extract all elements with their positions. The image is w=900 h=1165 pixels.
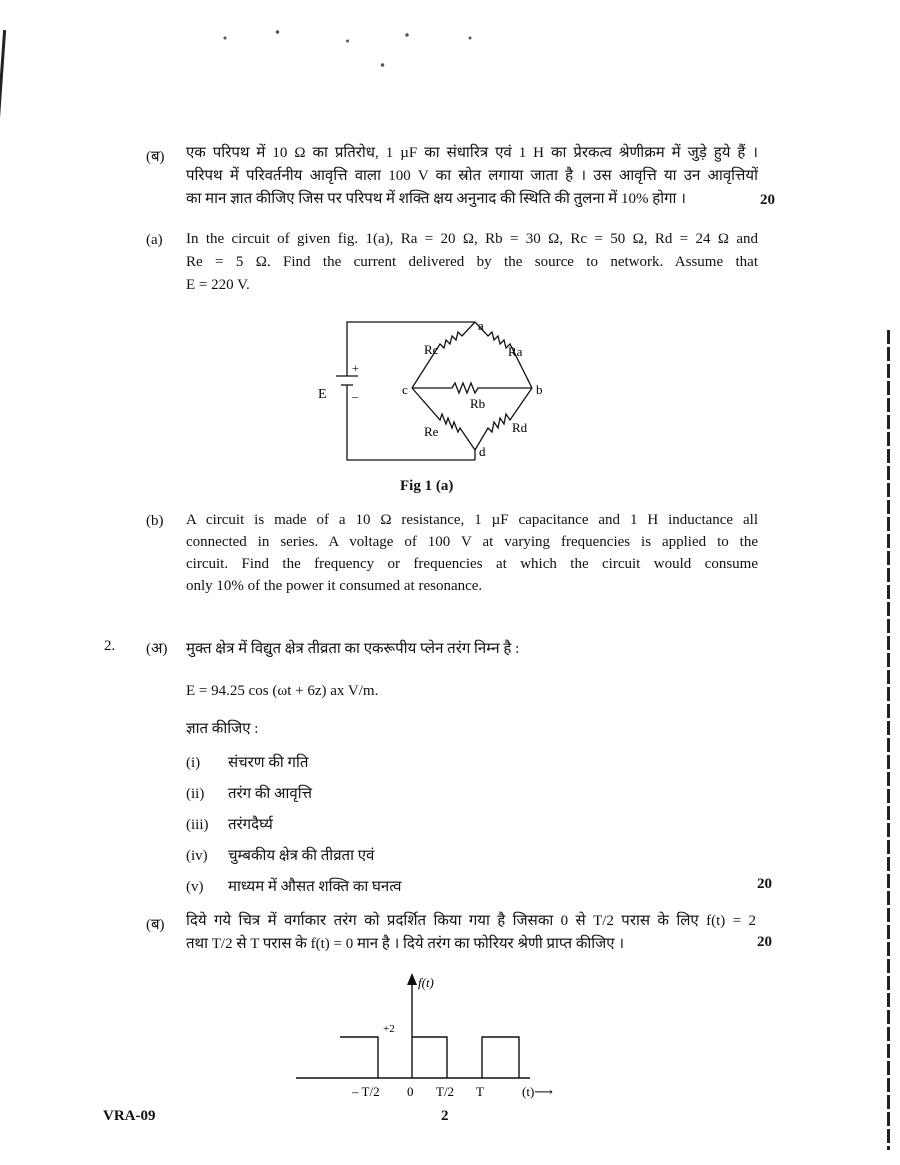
plus-sign: +: [352, 361, 359, 375]
q2-b-line: दिये गये चित्र में वर्गाकार तरंग को प्रदर्शित किया गया है जिसका 0 से T/2 परास के लिए f(t) = 2: [186, 913, 756, 929]
sub-item-number: (i): [186, 755, 201, 771]
sub-item-text: संचरण की गति: [228, 755, 309, 771]
node-a-label: a: [478, 318, 484, 333]
ra-label: Ra: [508, 344, 523, 359]
re-label: Re: [424, 424, 439, 439]
q2-sub-item: [186, 814, 273, 834]
x-axis-label: (t)⟶: [522, 1084, 553, 1099]
rc-label: Rc: [424, 342, 439, 357]
square-wave-diagram: [290, 965, 580, 1105]
pulse-left: [340, 1037, 378, 1078]
rd-label: Rd: [512, 420, 528, 435]
tick-label: T/2: [436, 1084, 455, 1099]
page-number: 2: [441, 1108, 449, 1124]
q1-b-hindi-line: परिपथ में परिवर्तनीय आवृत्ति वाला 100 V का स्रोत लगाया जाता है । उस आवृत्ति या उन आवृत्तियों: [186, 168, 758, 184]
sub-item-number: (v): [186, 879, 204, 895]
q1-a-text: [186, 228, 758, 297]
wire-top: [347, 322, 475, 372]
q1-b-line: A circuit is made of a 10 Ω resistance, 1 µF capacitance and 1 H inductance all: [186, 512, 758, 528]
figure-caption: Fig 1 (a): [400, 478, 454, 494]
tick-label: – T/2: [352, 1084, 380, 1099]
q2-b-line: तथा T/2 से T परास के f(t) = 0 मान है । दिये तरंग का फोरियर श्रेणी प्राप्त कीजिए ।: [186, 936, 625, 952]
q1-b-hindi-marks: 20: [760, 192, 775, 208]
scan-edge-right: [887, 330, 890, 1150]
q2-sub-item: [186, 752, 308, 772]
sub-item-number: (ii): [186, 786, 205, 802]
wave-equation: E = 94.25 cos (ωt + 6z) ax V/m.: [186, 683, 379, 699]
q2-number: 2.: [104, 638, 116, 654]
q2-a-text: मुक्त क्षेत्र में विद्युत क्षेत्र तीव्रता का एकरूपीय प्लेन तरंग निम्न है :: [186, 641, 520, 657]
q1-a-label: (a): [146, 232, 163, 248]
q1-a-line: E = 220 V.: [186, 277, 250, 293]
find-label: ज्ञात कीजिए :: [186, 721, 259, 737]
f-axis-label: f(t): [418, 975, 434, 990]
minus-sign: –: [352, 389, 358, 403]
q1-a-line: In the circuit of given fig. 1(a), Ra = 20 Ω, Rb = 30 Ω, Rc = 50 Ω, Rd = 24 Ω and: [186, 231, 758, 247]
node-c-label: c: [402, 382, 408, 397]
tick-label: T: [476, 1084, 484, 1099]
f-axis-arrow-icon: [407, 973, 417, 985]
level-label: +2: [383, 1023, 395, 1035]
circuit-diagram: [300, 310, 560, 475]
sub-item-text: तरंगदैर्घ्य: [228, 817, 273, 833]
resistor-rc: [412, 322, 475, 388]
scan-speckle-top: [190, 14, 540, 74]
pulse-right: [482, 1037, 519, 1078]
pulse-center: [412, 1037, 447, 1078]
q2-b-label: (ब): [146, 917, 165, 933]
sub-item-number: (iii): [186, 817, 209, 833]
q1-b-hindi-label: (ब): [146, 149, 165, 165]
sub-item-text: तरंग की आवृत्ति: [228, 786, 312, 802]
wire-bottom: [347, 402, 475, 460]
q1-b-line: circuit. Find the frequency or frequencies at which the circuit would consume: [186, 556, 758, 572]
q2-sub-item: [186, 783, 312, 803]
q1-b-line: only 10% of the power it consumed at resonance.: [186, 578, 483, 594]
sub-item-text: चुम्बकीय क्षेत्र की तीव्रता एवं: [228, 848, 375, 864]
q2-b-marks: 20: [757, 934, 772, 950]
q2-b-text: [186, 910, 756, 956]
resistor-re: [412, 388, 475, 450]
q1-b-hindi-text: [186, 142, 758, 211]
node-b-label: b: [536, 382, 543, 397]
tick-label: 0: [407, 1084, 414, 1099]
q1-b-hindi-line: का मान ज्ञात कीजिए जिस पर परिपथ में शक्ति क्षय अनुनाद की स्थिति की तुलना में 10% होगा ।: [186, 191, 686, 207]
footer-code: VRA-09: [103, 1108, 156, 1124]
node-d-label: d: [479, 444, 486, 459]
q1-b-hindi-line: एक परिपथ में 10 Ω का प्रतिरोध, 1 µF का संधारित्र एवं 1 H का प्रेरकत्व श्रेणीक्रम में जुड़े हुये हैं ।: [186, 145, 758, 161]
q2-a-label: (अ): [146, 641, 168, 657]
q1-a-line: Re = 5 Ω. Find the current delivered by the source to network. Assume that: [186, 254, 758, 270]
resistor-rb: [412, 383, 532, 393]
rb-label: Rb: [470, 396, 486, 411]
q1-b-label: (b): [146, 513, 164, 529]
q2-sub-item: [186, 845, 374, 865]
sub-item-number: (iv): [186, 848, 208, 864]
source-label: E: [318, 387, 327, 402]
sub-item-text: माध्यम में औसत शक्ति का घनत्व: [228, 879, 402, 895]
q1-b-text: [186, 509, 758, 597]
q2-sub-item: [186, 876, 402, 896]
scan-edge-left: [0, 30, 6, 120]
q1-b-line: connected in series. A voltage of 100 V at varying frequencies is applied to the: [186, 534, 758, 550]
q2-a-marks: 20: [757, 876, 772, 892]
